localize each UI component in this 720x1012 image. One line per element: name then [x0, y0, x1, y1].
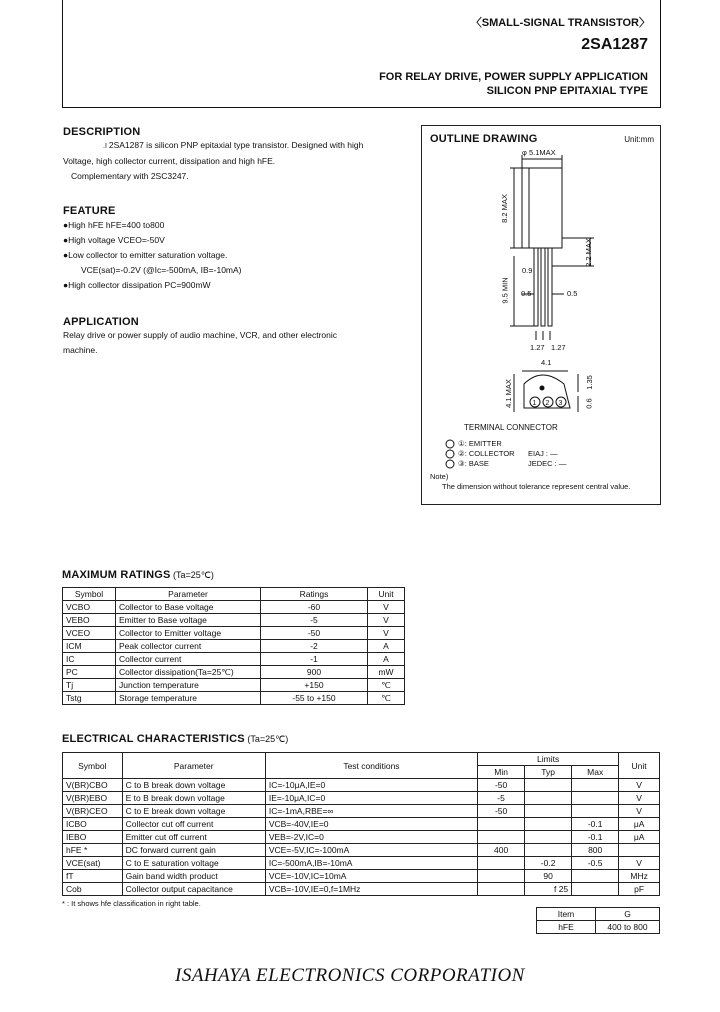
max-ratings-heading: MAXIMUM RATINGS [62, 569, 171, 581]
cell: VCE(sat) [63, 857, 123, 870]
cell: Emitter to Base voltage [116, 614, 261, 627]
table-header-row [63, 753, 660, 766]
legend-circle-2 [446, 450, 454, 458]
cell [525, 831, 572, 844]
cell: -2 [261, 640, 368, 653]
cell: Gain band width product [122, 870, 265, 883]
cell: -0.1 [572, 818, 619, 831]
application-line-1: Relay drive or power supply of audio machine, VCR, and other electronic [63, 330, 338, 340]
bullet-icon: ● [63, 235, 69, 245]
application-text [63, 328, 413, 358]
cell: A [368, 640, 405, 653]
cell: C to E break down voltage [122, 805, 265, 818]
col-header: Parameter [116, 588, 261, 601]
category-label: 〈SMALL-SIGNAL TRANSISTOR〉 [470, 17, 650, 29]
cell: IE=-10μA,IC=0 [265, 792, 477, 805]
cell: VCBO [63, 601, 116, 614]
note-text: The dimension without tolerance represent central value. [442, 482, 631, 491]
cell: Collector output capacitance [122, 883, 265, 896]
cell: -60 [261, 601, 368, 614]
cell: A [368, 653, 405, 666]
cell: -5 [478, 792, 525, 805]
col-header: Parameter [122, 753, 265, 779]
cell: 400 to 800 [596, 921, 660, 934]
description-heading: DESCRIPTION [63, 126, 141, 138]
cell: V(BR)EBO [63, 792, 123, 805]
cell: -50 [478, 805, 525, 818]
table-row [63, 818, 660, 831]
terminal-heading: TERMINAL CONNECTOR [464, 423, 558, 432]
cell: V(BR)CEO [63, 805, 123, 818]
max-ratings-condition: (Ta=25℃) [173, 570, 214, 580]
left-margin-rule [62, 0, 63, 107]
table-row [63, 627, 405, 640]
lead-3 [548, 248, 552, 326]
cell: Peak collector current [116, 640, 261, 653]
outline-heading: OUTLINE DRAWING [430, 133, 538, 145]
cell [572, 805, 619, 818]
dim-bottom-width: 4.1 [541, 358, 552, 367]
cell: IC=-1mA,RBE=∞ [265, 805, 477, 818]
legend-circle-1 [446, 440, 454, 448]
max-ratings-title [62, 569, 214, 581]
part-number: 2SA1287 [581, 36, 648, 53]
lead-1 [534, 248, 538, 326]
cell: VEBO [63, 614, 116, 627]
cell [525, 779, 572, 792]
cell: Emitter cut off current [122, 831, 265, 844]
dim-bottom-top: 1.35 [584, 375, 594, 390]
dim-pitch-2: 1.27 [551, 343, 566, 352]
bullet-icon: ● [63, 280, 69, 290]
cell [572, 792, 619, 805]
feature-item: ●High voltage VCEO=-50V [63, 235, 165, 245]
cell: hFE [537, 921, 596, 934]
cell: IC=-500mA,IB=-10mA [265, 857, 477, 870]
cell: -50 [261, 627, 368, 640]
electrical-table [62, 752, 660, 896]
cell: IC=-10μA,IE=0 [265, 779, 477, 792]
terminal-emitter: ①: EMITTER [458, 439, 502, 448]
cell: V [619, 857, 660, 870]
table-row [63, 640, 405, 653]
electrical-title [62, 733, 288, 745]
eiaj-label: EIAJ : — [528, 449, 558, 458]
cell: IEBO [63, 831, 123, 844]
cell: Storage temperature [116, 692, 261, 705]
dim-bottom-lower: 0.6 [584, 398, 594, 409]
cell: VCE=-5V,IC=-100mA [265, 844, 477, 857]
cell [572, 870, 619, 883]
cell: ICBO [63, 818, 123, 831]
lead-2 [541, 248, 545, 326]
cell: Cob [63, 883, 123, 896]
cell: VCE=-10V,IC=10mA [265, 870, 477, 883]
col-header: Max [572, 766, 619, 779]
table-row [63, 614, 405, 627]
feature-item: ●Low collector to emitter saturation voltage. [63, 250, 228, 260]
cell: Junction temperature [116, 679, 261, 692]
col-header: Unit [619, 753, 660, 779]
application-heading: APPLICATION [63, 316, 139, 328]
cell: 400 [478, 844, 525, 857]
cell: V [368, 627, 405, 640]
cell: V [619, 779, 660, 792]
cell: Tj [63, 679, 116, 692]
cell: DC forward current gain [122, 844, 265, 857]
cell: ICM [63, 640, 116, 653]
feature-item: ●High collector dissipation PC=900mW [63, 280, 211, 290]
cell [572, 883, 619, 896]
dim-pitch-1: 1.27 [530, 343, 545, 352]
cell: f 25 [525, 883, 572, 896]
cell: ℃ [368, 679, 405, 692]
cell: -1 [261, 653, 368, 666]
terminal-collector: ②: COLLECTOR [458, 449, 515, 458]
table-header-row [537, 908, 660, 921]
svg-text:3: 3 [558, 400, 563, 407]
cell: PC [63, 666, 116, 679]
table-row [537, 921, 660, 934]
col-header: Unit [368, 588, 405, 601]
cell: 90 [525, 870, 572, 883]
cell: hFE * [63, 844, 123, 857]
cell: -0.5 [572, 857, 619, 870]
table-row [63, 857, 660, 870]
outline-drawing-box [421, 125, 661, 505]
table-row [63, 666, 405, 679]
description-text [63, 138, 413, 184]
feature-item: VCE(sat)=-0.2V (@Ic=-500mA, IB=-10mA) [81, 265, 242, 275]
dim-lead-right: 0.5 [567, 289, 578, 298]
cell: +150 [261, 679, 368, 692]
table-row [63, 679, 405, 692]
table-row [63, 870, 660, 883]
cell [525, 805, 572, 818]
cell: μA [619, 831, 660, 844]
terminal-base: ③: BASE [458, 459, 489, 468]
dim-lead-length: 9.5 MIN [500, 277, 510, 304]
cell: VCB=-40V,IE=0 [265, 818, 477, 831]
application-line-2: machine. [63, 345, 98, 355]
cell [478, 818, 525, 831]
cell [525, 792, 572, 805]
cell: Tstg [63, 692, 116, 705]
cell: E to B break down voltage [122, 792, 265, 805]
electrical-condition: (Ta=25℃) [247, 734, 289, 744]
cell: ℃ [368, 692, 405, 705]
header-underline [62, 107, 661, 108]
col-header: Item [537, 908, 596, 921]
dim-bottom-height: 4.1 MAX [503, 379, 513, 408]
hfe-class-table [536, 907, 660, 934]
cell: mW [368, 666, 405, 679]
cell [478, 857, 525, 870]
jedec-label: JEDEC : — [528, 459, 567, 468]
cell: 800 [572, 844, 619, 857]
legend-circle-3 [446, 460, 454, 468]
cell: Collector dissipation(Ta=25℃) [116, 666, 261, 679]
table-row [63, 653, 405, 666]
col-header: Symbol [63, 753, 123, 779]
col-header: Test conditions [265, 753, 477, 779]
cell: VCEO [63, 627, 116, 640]
feature-heading: FEATURE [63, 205, 116, 217]
cell [478, 870, 525, 883]
table-row [63, 792, 660, 805]
cell: fT [63, 870, 123, 883]
hfe-footnote: * : It shows hfe classification in right table. [62, 899, 201, 908]
table-header-row [63, 588, 405, 601]
cell: VCB=-10V,IE=0,f=1MHz [265, 883, 477, 896]
cell: V [368, 601, 405, 614]
cell: -50 [478, 779, 525, 792]
cell: IC [63, 653, 116, 666]
table-row [63, 779, 660, 792]
dim-lead-left: 0.5 [521, 289, 532, 298]
cell [525, 844, 572, 857]
description-line-1: .I 2SA1287 is silicon PNP epitaxial type transistor. Designed with high [103, 140, 364, 150]
transistor-body [522, 168, 562, 248]
cell [478, 831, 525, 844]
col-header: Ratings [261, 588, 368, 601]
terminal-list [458, 439, 515, 469]
table-row [63, 805, 660, 818]
dim-lead-width: 0.9 [522, 266, 533, 275]
cell: Collector current [116, 653, 261, 666]
cell: Collector cut off current [122, 818, 265, 831]
cell: μA [619, 818, 660, 831]
right-margin-rule [660, 0, 661, 107]
cell: Collector to Emitter voltage [116, 627, 261, 640]
subtitle-type: SILICON PNP EPITAXIAL TYPE [486, 85, 648, 97]
cell: MHz [619, 870, 660, 883]
feature-item: ●High hFE hFE=400 to800 [63, 220, 165, 230]
max-ratings-table [62, 587, 405, 705]
cell: -0.1 [572, 831, 619, 844]
cell: Collector to Base voltage [116, 601, 261, 614]
cell [572, 779, 619, 792]
note-label: Note) [430, 472, 449, 481]
svg-text:2: 2 [545, 400, 550, 407]
terminal-dot [540, 386, 544, 390]
electrical-heading: ELECTRICAL CHARACTERISTICS [62, 733, 245, 745]
cell [619, 844, 660, 857]
table-row [63, 831, 660, 844]
table-row [63, 601, 405, 614]
col-header: Typ [525, 766, 572, 779]
cell: -0.2 [525, 857, 572, 870]
svg-text:1: 1 [532, 400, 537, 407]
cell: pF [619, 883, 660, 896]
table-row [63, 692, 405, 705]
subtitle-application: FOR RELAY DRIVE, POWER SUPPLY APPLICATION [379, 71, 648, 83]
description-line-2: Voltage, high collector current, dissipation and high hFE. [63, 156, 276, 166]
col-header: Min [478, 766, 525, 779]
col-header: Symbol [63, 588, 116, 601]
col-header: Limits [478, 753, 619, 766]
cell: -55 to +150 [261, 692, 368, 705]
cell: V [619, 792, 660, 805]
table-row [63, 844, 660, 857]
bullet-icon: ● [63, 220, 69, 230]
cell: V [619, 805, 660, 818]
cell [478, 883, 525, 896]
dim-diameter: φ 5.1MAX [522, 148, 556, 157]
cell [525, 818, 572, 831]
feature-list [63, 218, 413, 293]
bullet-icon: ● [63, 250, 69, 260]
col-header: G [596, 908, 660, 921]
description-line-3: Complementary with 2SC3247. [71, 171, 189, 181]
cell: 900 [261, 666, 368, 679]
cell: VEB=-2V,IC=0 [265, 831, 477, 844]
cell: C to E saturation voltage [122, 857, 265, 870]
unit-label: Unit:mm [624, 135, 654, 144]
table-row [63, 883, 660, 896]
cell: C to B break down voltage [122, 779, 265, 792]
cell: -5 [261, 614, 368, 627]
dim-body-height: 8.2 MAX [499, 194, 509, 223]
cell: V [368, 614, 405, 627]
company-footer: ISAHAYA ELECTRONICS CORPORATION [175, 965, 525, 986]
dim-flange: 2.2 MAX [583, 238, 593, 267]
cell: V(BR)CBO [63, 779, 123, 792]
